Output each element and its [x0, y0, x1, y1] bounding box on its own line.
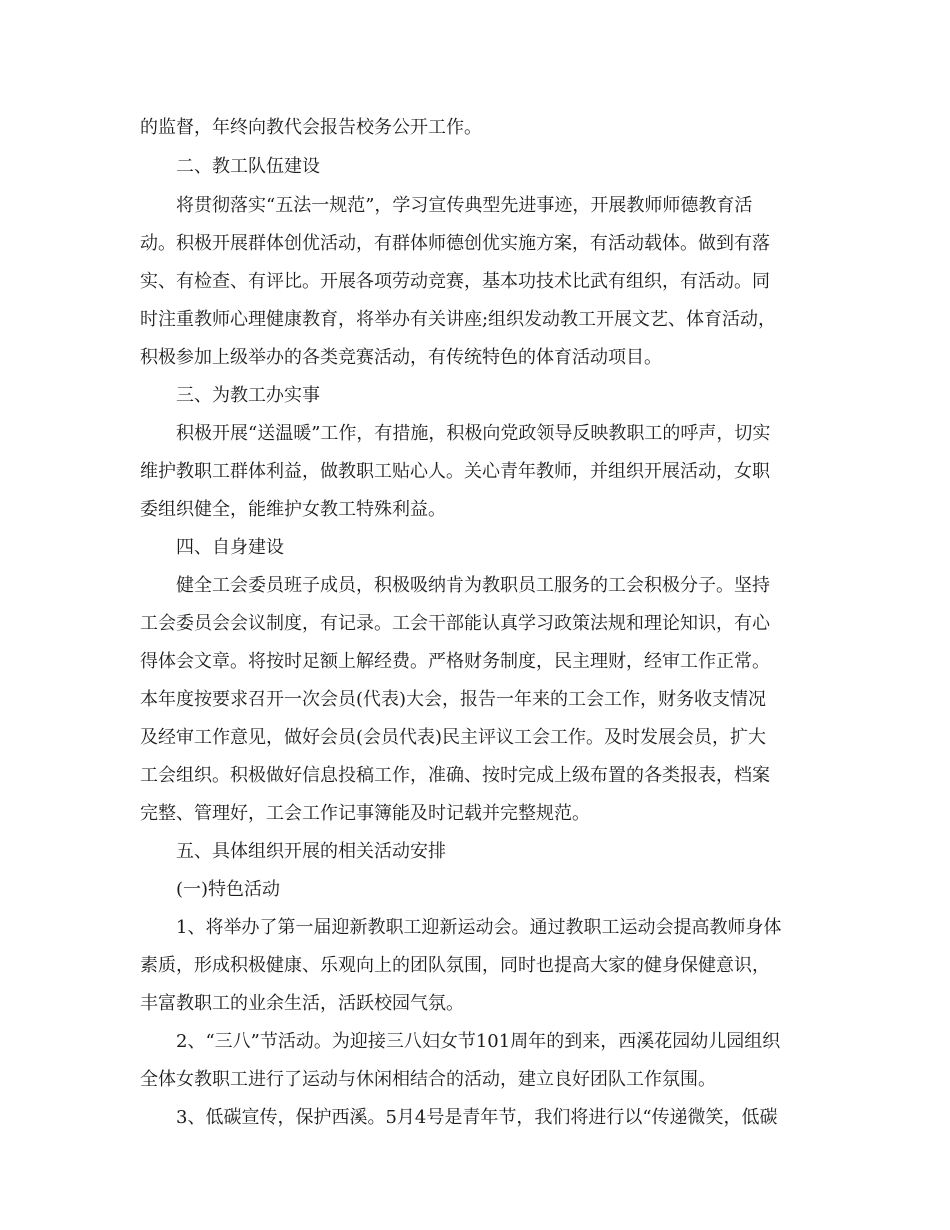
text-line: 及经审工作意见，做好会员(会员代表)民主评议工会工作。及时发展会员，扩大	[140, 727, 767, 748]
text-line: 全体女教职工进行了运动与休闲相结合的活动，建立良好团队工作氛围。	[140, 1069, 716, 1090]
text-line: 时注重教师心理健康教育，将举办有关讲座;组织发动教工开展文艺、体育活动，	[140, 309, 777, 330]
text-line: 3、低碳宣传，保护西溪。5月4号是青年节，我们将进行以“传递微笑，低碳	[176, 1107, 778, 1128]
text-line: 素质，形成积极健康、乐观向上的团队氛围，同时也提高大家的健身保健意识，	[140, 955, 770, 976]
text-line: 的监督，年终向教代会报告校务公开工作。	[140, 117, 482, 138]
subsection-heading: (一)特色活动	[176, 879, 281, 900]
section-heading: 二、教工队伍建设	[176, 156, 320, 177]
text-line: 健全工会委员班子成员，积极吸纳肯为教职员工服务的工会积极分子。坚持	[176, 575, 770, 596]
text-line: 将贯彻落实“五法一规范”，学习宣传典型先进事迹，开展教师师德教育活	[176, 195, 753, 216]
section-heading: 四、自身建设	[176, 537, 284, 558]
text-line: 积极开展“送温暖”工作，有措施，积极向党政领导反映教职工的呼声，切实	[176, 423, 771, 444]
text-line: 工会委员会会议制度，有记录。工会干部能认真学习政策法规和理论知识，有心	[140, 613, 770, 634]
text-line: 丰富教职工的业余生活，活跃校园气氛。	[140, 993, 464, 1014]
text-line: 工会组织。积极做好信息投稿工作，准确、按时完成上级布置的各类报表，档案	[140, 765, 770, 786]
text-line: 维护教职工群体利益，做教职工贴心人。关心青年教师，并组织开展活动，女职	[140, 461, 770, 482]
section-heading: 五、具体组织开展的相关活动安排	[176, 841, 446, 862]
text-line: 完整、管理好，工会工作记事簿能及时记载并完整规范。	[140, 803, 590, 824]
text-line: 得体会文章。将按时足额上解经费。严格财务制度，民主理财，经审工作正常。	[140, 651, 770, 672]
text-line: 实、有检查、有评比。开展各项劳动竞赛，基本功技术比武有组织，有活动。同	[140, 271, 770, 292]
text-line: 1、将举办了第一届迎新教职工迎新运动会。通过教职工运动会提高教师身体	[176, 917, 782, 938]
text-line: 动。积极开展群体创优活动，有群体师德创优实施方案，有活动载体。做到有落	[140, 233, 770, 254]
text-line: 本年度按要求召开一次会员(代表)大会，报告一年来的工会工作，财务收支情况	[140, 689, 767, 710]
text-line: 2、“三八”节活动。为迎接三八妇女节101周年的到来，西溪花园幼儿园组织	[176, 1031, 781, 1052]
text-line: 积极参加上级举办的各类竞赛活动，有传统特色的体育活动项目。	[140, 347, 662, 368]
section-heading: 三、为教工办实事	[176, 385, 320, 406]
text-line: 委组织健全，能维护女教工特殊利益。	[140, 499, 446, 520]
